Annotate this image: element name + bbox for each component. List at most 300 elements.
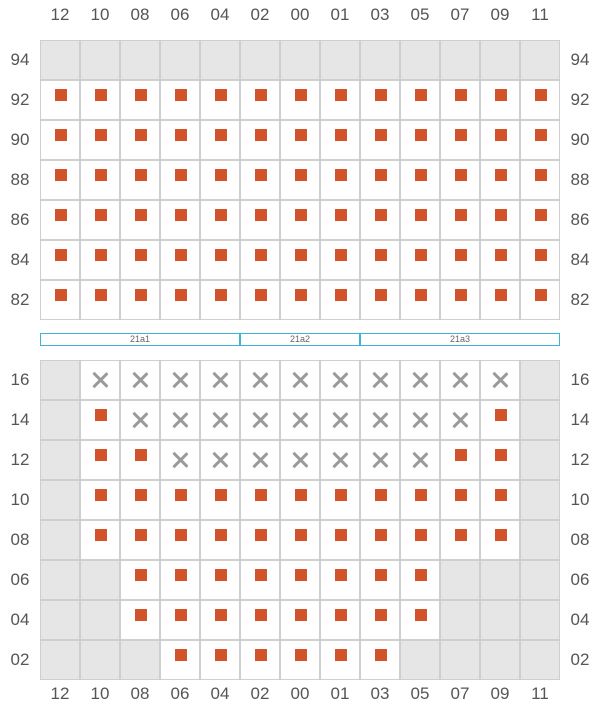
seat-cell[interactable] bbox=[400, 280, 440, 320]
seat-cell[interactable] bbox=[80, 440, 120, 480]
seat-cell[interactable] bbox=[360, 280, 400, 320]
available-seat[interactable] bbox=[495, 129, 507, 141]
seat-cell[interactable] bbox=[400, 600, 440, 640]
unavailable-cell bbox=[360, 40, 400, 80]
seat-cell[interactable] bbox=[120, 480, 160, 520]
unavailable-cell bbox=[40, 560, 80, 600]
seat-cell[interactable] bbox=[120, 160, 160, 200]
seat-cell[interactable] bbox=[240, 640, 280, 680]
seat-cell[interactable] bbox=[80, 80, 120, 120]
available-seat[interactable] bbox=[455, 249, 467, 261]
seat-cell[interactable] bbox=[440, 200, 480, 240]
seat-cell[interactable] bbox=[400, 80, 440, 120]
available-seat[interactable] bbox=[135, 489, 147, 501]
seat-cell[interactable] bbox=[360, 120, 400, 160]
taken-seat-icon bbox=[251, 371, 269, 389]
seat-cell[interactable] bbox=[160, 240, 200, 280]
available-seat[interactable] bbox=[535, 129, 547, 141]
seat-cell[interactable] bbox=[320, 560, 360, 600]
seat-cell[interactable] bbox=[400, 520, 440, 560]
available-seat[interactable] bbox=[335, 129, 347, 141]
available-seat[interactable] bbox=[95, 129, 107, 141]
row-label-right: 08 bbox=[570, 530, 590, 549]
seat-cell[interactable] bbox=[200, 80, 240, 120]
section-21a2[interactable]: 21a2 bbox=[240, 333, 360, 346]
available-seat[interactable] bbox=[175, 169, 187, 181]
available-seat[interactable] bbox=[495, 289, 507, 301]
available-seat[interactable] bbox=[295, 89, 307, 101]
unavailable-cell bbox=[520, 40, 560, 80]
available-seat[interactable] bbox=[215, 529, 227, 541]
seat-cell[interactable] bbox=[360, 520, 400, 560]
available-seat[interactable] bbox=[255, 529, 267, 541]
taken-seat-icon bbox=[171, 411, 189, 429]
available-seat[interactable] bbox=[375, 169, 387, 181]
available-seat[interactable] bbox=[375, 289, 387, 301]
column-label-bottom: 04 bbox=[210, 684, 230, 703]
available-seat[interactable] bbox=[335, 489, 347, 501]
row-label-right: 92 bbox=[570, 90, 590, 109]
available-seat[interactable] bbox=[95, 289, 107, 301]
seat-cell[interactable] bbox=[160, 160, 200, 200]
available-seat[interactable] bbox=[415, 209, 427, 221]
available-seat[interactable] bbox=[495, 249, 507, 261]
available-seat[interactable] bbox=[335, 649, 347, 661]
available-seat[interactable] bbox=[55, 289, 67, 301]
column-label-top: 06 bbox=[170, 5, 190, 24]
available-seat[interactable] bbox=[375, 609, 387, 621]
taken-seat-icon bbox=[371, 451, 389, 469]
seat-cell[interactable] bbox=[520, 240, 560, 280]
seat-cell bbox=[480, 360, 520, 400]
column-label-bottom: 12 bbox=[50, 684, 70, 703]
available-seat[interactable] bbox=[295, 649, 307, 661]
taken-seat-icon bbox=[291, 371, 309, 389]
seat-cell[interactable] bbox=[320, 240, 360, 280]
seat-cell[interactable] bbox=[320, 80, 360, 120]
available-seat[interactable] bbox=[255, 89, 267, 101]
seat-cell[interactable] bbox=[80, 480, 120, 520]
seat-cell[interactable] bbox=[360, 200, 400, 240]
available-seat[interactable] bbox=[55, 89, 67, 101]
available-seat[interactable] bbox=[455, 489, 467, 501]
available-seat[interactable] bbox=[255, 129, 267, 141]
available-seat[interactable] bbox=[295, 569, 307, 581]
available-seat[interactable] bbox=[335, 169, 347, 181]
seat-cell[interactable] bbox=[440, 440, 480, 480]
seat-cell[interactable] bbox=[320, 640, 360, 680]
row-label-right: 02 bbox=[570, 650, 590, 669]
seat-cell[interactable] bbox=[360, 640, 400, 680]
seat-cell[interactable] bbox=[280, 640, 320, 680]
seat-cell[interactable] bbox=[40, 240, 80, 280]
available-seat[interactable] bbox=[55, 129, 67, 141]
seat-cell[interactable] bbox=[240, 600, 280, 640]
seat-cell[interactable] bbox=[280, 80, 320, 120]
seat-cell[interactable] bbox=[40, 80, 80, 120]
seat-cell[interactable] bbox=[160, 600, 200, 640]
seat-cell[interactable] bbox=[80, 400, 120, 440]
seat-cell[interactable] bbox=[480, 160, 520, 200]
available-seat[interactable] bbox=[375, 209, 387, 221]
available-seat[interactable] bbox=[95, 409, 107, 421]
row-label-right: 84 bbox=[570, 250, 590, 269]
row-label-right: 12 bbox=[570, 450, 590, 469]
seat-cell[interactable] bbox=[40, 120, 80, 160]
available-seat[interactable] bbox=[335, 609, 347, 621]
available-seat[interactable] bbox=[135, 289, 147, 301]
available-seat[interactable] bbox=[255, 489, 267, 501]
available-seat[interactable] bbox=[375, 89, 387, 101]
available-seat[interactable] bbox=[255, 609, 267, 621]
available-seat[interactable] bbox=[455, 289, 467, 301]
seat-cell[interactable] bbox=[160, 80, 200, 120]
available-seat[interactable] bbox=[455, 89, 467, 101]
column-label-top: 03 bbox=[370, 5, 390, 24]
unavailable-cell bbox=[400, 640, 440, 680]
available-seat[interactable] bbox=[455, 129, 467, 141]
available-seat[interactable] bbox=[535, 169, 547, 181]
seat-cell[interactable] bbox=[520, 280, 560, 320]
seat-cell[interactable] bbox=[40, 160, 80, 200]
available-seat[interactable] bbox=[215, 249, 227, 261]
seat-cell[interactable] bbox=[160, 640, 200, 680]
available-seat[interactable] bbox=[55, 209, 67, 221]
available-seat[interactable] bbox=[295, 209, 307, 221]
seat-cell[interactable] bbox=[40, 200, 80, 240]
unavailable-cell bbox=[480, 560, 520, 600]
seat-cell[interactable] bbox=[200, 560, 240, 600]
available-seat[interactable] bbox=[495, 209, 507, 221]
seat-cell[interactable] bbox=[200, 120, 240, 160]
available-seat[interactable] bbox=[215, 649, 227, 661]
seat-cell[interactable] bbox=[120, 520, 160, 560]
available-seat[interactable] bbox=[215, 609, 227, 621]
available-seat[interactable] bbox=[95, 89, 107, 101]
seat-cell[interactable] bbox=[240, 240, 280, 280]
seat-cell[interactable] bbox=[520, 80, 560, 120]
seat-cell[interactable] bbox=[520, 120, 560, 160]
seat-cell bbox=[120, 400, 160, 440]
seat-cell[interactable] bbox=[240, 280, 280, 320]
available-seat[interactable] bbox=[175, 209, 187, 221]
seat-cell[interactable] bbox=[160, 200, 200, 240]
available-seat[interactable] bbox=[255, 169, 267, 181]
unavailable-cell bbox=[440, 640, 480, 680]
available-seat[interactable] bbox=[255, 569, 267, 581]
available-seat[interactable] bbox=[95, 449, 107, 461]
available-seat[interactable] bbox=[535, 289, 547, 301]
available-seat[interactable] bbox=[375, 489, 387, 501]
seat-cell[interactable] bbox=[200, 520, 240, 560]
seat-cell[interactable] bbox=[320, 480, 360, 520]
seat-cell[interactable] bbox=[480, 480, 520, 520]
seat-cell[interactable] bbox=[160, 560, 200, 600]
seat-cell[interactable] bbox=[120, 560, 160, 600]
taken-seat-icon bbox=[331, 371, 349, 389]
seat-cell[interactable] bbox=[480, 120, 520, 160]
seat-cell[interactable] bbox=[320, 200, 360, 240]
available-seat[interactable] bbox=[495, 529, 507, 541]
seat-cell bbox=[320, 400, 360, 440]
seat-cell[interactable] bbox=[200, 200, 240, 240]
seat-cell[interactable] bbox=[480, 80, 520, 120]
seat-cell[interactable] bbox=[440, 280, 480, 320]
seat-cell[interactable] bbox=[80, 240, 120, 280]
available-seat[interactable] bbox=[175, 289, 187, 301]
available-seat[interactable] bbox=[455, 529, 467, 541]
seat-cell[interactable] bbox=[320, 520, 360, 560]
seat-cell[interactable] bbox=[320, 600, 360, 640]
taken-seat-icon bbox=[371, 371, 389, 389]
seat-cell[interactable] bbox=[280, 200, 320, 240]
seat-cell bbox=[320, 440, 360, 480]
seat-cell[interactable] bbox=[240, 480, 280, 520]
seat-cell[interactable] bbox=[120, 80, 160, 120]
available-seat[interactable] bbox=[135, 89, 147, 101]
section-21a1[interactable]: 21a1 bbox=[40, 333, 240, 346]
available-seat[interactable] bbox=[215, 89, 227, 101]
taken-seat-icon bbox=[171, 451, 189, 469]
seat-cell[interactable] bbox=[280, 600, 320, 640]
available-seat[interactable] bbox=[215, 489, 227, 501]
seat-cell[interactable] bbox=[440, 480, 480, 520]
seat-cell[interactable] bbox=[240, 80, 280, 120]
seat-cell[interactable] bbox=[200, 240, 240, 280]
seat-cell[interactable] bbox=[400, 160, 440, 200]
seat-cell[interactable] bbox=[120, 240, 160, 280]
taken-seat-icon bbox=[371, 411, 389, 429]
available-seat[interactable] bbox=[175, 529, 187, 541]
seat-cell[interactable] bbox=[120, 600, 160, 640]
available-seat[interactable] bbox=[295, 249, 307, 261]
seat-cell[interactable] bbox=[320, 120, 360, 160]
seat-cell[interactable] bbox=[400, 120, 440, 160]
available-seat[interactable] bbox=[415, 609, 427, 621]
available-seat[interactable] bbox=[335, 289, 347, 301]
available-seat[interactable] bbox=[535, 209, 547, 221]
seat-cell[interactable] bbox=[280, 560, 320, 600]
seat-cell[interactable] bbox=[200, 640, 240, 680]
seat-cell[interactable] bbox=[520, 160, 560, 200]
available-seat[interactable] bbox=[295, 129, 307, 141]
seat-cell[interactable] bbox=[160, 280, 200, 320]
available-seat[interactable] bbox=[135, 209, 147, 221]
seat-cell[interactable] bbox=[80, 520, 120, 560]
available-seat[interactable] bbox=[95, 489, 107, 501]
available-seat[interactable] bbox=[455, 209, 467, 221]
seat-cell[interactable] bbox=[200, 480, 240, 520]
unavailable-cell bbox=[320, 40, 360, 80]
taken-seat-icon bbox=[291, 411, 309, 429]
seat-cell[interactable] bbox=[480, 440, 520, 480]
taken-seat-icon bbox=[291, 451, 309, 469]
available-seat[interactable] bbox=[375, 649, 387, 661]
available-seat[interactable] bbox=[335, 249, 347, 261]
seat-cell[interactable] bbox=[240, 160, 280, 200]
available-seat[interactable] bbox=[215, 129, 227, 141]
available-seat[interactable] bbox=[335, 89, 347, 101]
section-21a3[interactable]: 21a3 bbox=[360, 333, 560, 346]
available-seat[interactable] bbox=[95, 169, 107, 181]
available-seat[interactable] bbox=[335, 569, 347, 581]
seat-cell[interactable] bbox=[120, 200, 160, 240]
seat-cell[interactable] bbox=[360, 480, 400, 520]
seat-cell[interactable] bbox=[440, 240, 480, 280]
available-seat[interactable] bbox=[175, 249, 187, 261]
available-seat[interactable] bbox=[455, 449, 467, 461]
seat-cell[interactable] bbox=[120, 280, 160, 320]
seat-cell[interactable] bbox=[440, 80, 480, 120]
available-seat[interactable] bbox=[495, 169, 507, 181]
taken-seat-icon bbox=[251, 451, 269, 469]
unavailable-cell bbox=[440, 600, 480, 640]
available-seat[interactable] bbox=[255, 249, 267, 261]
seat-cell[interactable] bbox=[80, 280, 120, 320]
column-label-top: 01 bbox=[330, 5, 350, 24]
unavailable-cell bbox=[80, 560, 120, 600]
seat-cell[interactable] bbox=[120, 120, 160, 160]
available-seat[interactable] bbox=[135, 609, 147, 621]
seat-cell[interactable] bbox=[360, 240, 400, 280]
available-seat[interactable] bbox=[375, 249, 387, 261]
seat-cell[interactable] bbox=[240, 520, 280, 560]
seat-cell[interactable] bbox=[200, 600, 240, 640]
row-label-right: 16 bbox=[570, 370, 590, 389]
seat-cell[interactable] bbox=[440, 520, 480, 560]
seat-cell[interactable] bbox=[400, 560, 440, 600]
seat-cell[interactable] bbox=[320, 160, 360, 200]
available-seat[interactable] bbox=[375, 529, 387, 541]
available-seat[interactable] bbox=[135, 169, 147, 181]
available-seat[interactable] bbox=[95, 249, 107, 261]
available-seat[interactable] bbox=[175, 569, 187, 581]
available-seat[interactable] bbox=[215, 169, 227, 181]
available-seat[interactable] bbox=[295, 529, 307, 541]
seat-cell[interactable] bbox=[520, 200, 560, 240]
available-seat[interactable] bbox=[215, 289, 227, 301]
available-seat[interactable] bbox=[415, 569, 427, 581]
seat-cell[interactable] bbox=[120, 440, 160, 480]
seat-cell[interactable] bbox=[80, 200, 120, 240]
seat-cell[interactable] bbox=[280, 480, 320, 520]
seat-cell[interactable] bbox=[40, 280, 80, 320]
available-seat[interactable] bbox=[175, 609, 187, 621]
available-seat[interactable] bbox=[295, 489, 307, 501]
seat-cell[interactable] bbox=[360, 600, 400, 640]
seat-cell[interactable] bbox=[240, 560, 280, 600]
seat-cell[interactable] bbox=[440, 160, 480, 200]
available-seat[interactable] bbox=[375, 569, 387, 581]
available-seat[interactable] bbox=[135, 129, 147, 141]
unavailable-cell bbox=[280, 40, 320, 80]
available-seat[interactable] bbox=[495, 489, 507, 501]
seat-cell[interactable] bbox=[280, 160, 320, 200]
seat-cell bbox=[240, 440, 280, 480]
seat-cell[interactable] bbox=[400, 200, 440, 240]
seat-cell[interactable] bbox=[240, 120, 280, 160]
seat-cell[interactable] bbox=[440, 120, 480, 160]
available-seat[interactable] bbox=[335, 529, 347, 541]
available-seat[interactable] bbox=[135, 249, 147, 261]
column-label-bottom: 03 bbox=[370, 684, 390, 703]
unavailable-cell bbox=[480, 40, 520, 80]
available-seat[interactable] bbox=[215, 569, 227, 581]
available-seat[interactable] bbox=[95, 529, 107, 541]
unavailable-cell bbox=[40, 520, 80, 560]
seat-cell[interactable] bbox=[280, 520, 320, 560]
seat-cell[interactable] bbox=[360, 80, 400, 120]
available-seat[interactable] bbox=[135, 449, 147, 461]
available-seat[interactable] bbox=[255, 209, 267, 221]
available-seat[interactable] bbox=[295, 289, 307, 301]
available-seat[interactable] bbox=[135, 569, 147, 581]
available-seat[interactable] bbox=[295, 609, 307, 621]
seat-cell[interactable] bbox=[80, 120, 120, 160]
seat-cell[interactable] bbox=[400, 240, 440, 280]
available-seat[interactable] bbox=[255, 289, 267, 301]
available-seat[interactable] bbox=[175, 129, 187, 141]
available-seat[interactable] bbox=[295, 169, 307, 181]
seat-cell[interactable] bbox=[200, 280, 240, 320]
available-seat[interactable] bbox=[375, 129, 387, 141]
available-seat[interactable] bbox=[175, 489, 187, 501]
seat-cell[interactable] bbox=[160, 120, 200, 160]
available-seat[interactable] bbox=[415, 489, 427, 501]
seat-cell[interactable] bbox=[360, 160, 400, 200]
available-seat[interactable] bbox=[415, 529, 427, 541]
seat-cell[interactable] bbox=[160, 480, 200, 520]
seat-cell[interactable] bbox=[280, 280, 320, 320]
column-label-bottom: 09 bbox=[490, 684, 510, 703]
available-seat[interactable] bbox=[135, 529, 147, 541]
available-seat[interactable] bbox=[415, 249, 427, 261]
available-seat[interactable] bbox=[55, 249, 67, 261]
available-seat[interactable] bbox=[55, 169, 67, 181]
available-seat[interactable] bbox=[95, 209, 107, 221]
seat-cell[interactable] bbox=[480, 520, 520, 560]
available-seat[interactable] bbox=[495, 409, 507, 421]
available-seat[interactable] bbox=[535, 249, 547, 261]
seat-cell[interactable] bbox=[400, 480, 440, 520]
available-seat[interactable] bbox=[455, 169, 467, 181]
available-seat[interactable] bbox=[335, 209, 347, 221]
seat-cell[interactable] bbox=[360, 560, 400, 600]
available-seat[interactable] bbox=[175, 89, 187, 101]
available-seat[interactable] bbox=[415, 129, 427, 141]
available-seat[interactable] bbox=[415, 89, 427, 101]
seat-cell[interactable] bbox=[160, 520, 200, 560]
seat-cell[interactable] bbox=[200, 160, 240, 200]
seat-cell[interactable] bbox=[320, 280, 360, 320]
available-seat[interactable] bbox=[495, 449, 507, 461]
seat-cell[interactable] bbox=[80, 160, 120, 200]
seat-cell[interactable] bbox=[480, 240, 520, 280]
seat-cell[interactable] bbox=[280, 120, 320, 160]
seat-cell[interactable] bbox=[280, 240, 320, 280]
available-seat[interactable] bbox=[415, 169, 427, 181]
seat-cell[interactable] bbox=[240, 200, 280, 240]
available-seat[interactable] bbox=[255, 649, 267, 661]
seat-cell[interactable] bbox=[480, 400, 520, 440]
seat-cell[interactable] bbox=[480, 280, 520, 320]
available-seat[interactable] bbox=[215, 209, 227, 221]
available-seat[interactable] bbox=[175, 649, 187, 661]
available-seat[interactable] bbox=[535, 89, 547, 101]
available-seat[interactable] bbox=[495, 89, 507, 101]
available-seat[interactable] bbox=[415, 289, 427, 301]
seat-cell[interactable] bbox=[480, 200, 520, 240]
